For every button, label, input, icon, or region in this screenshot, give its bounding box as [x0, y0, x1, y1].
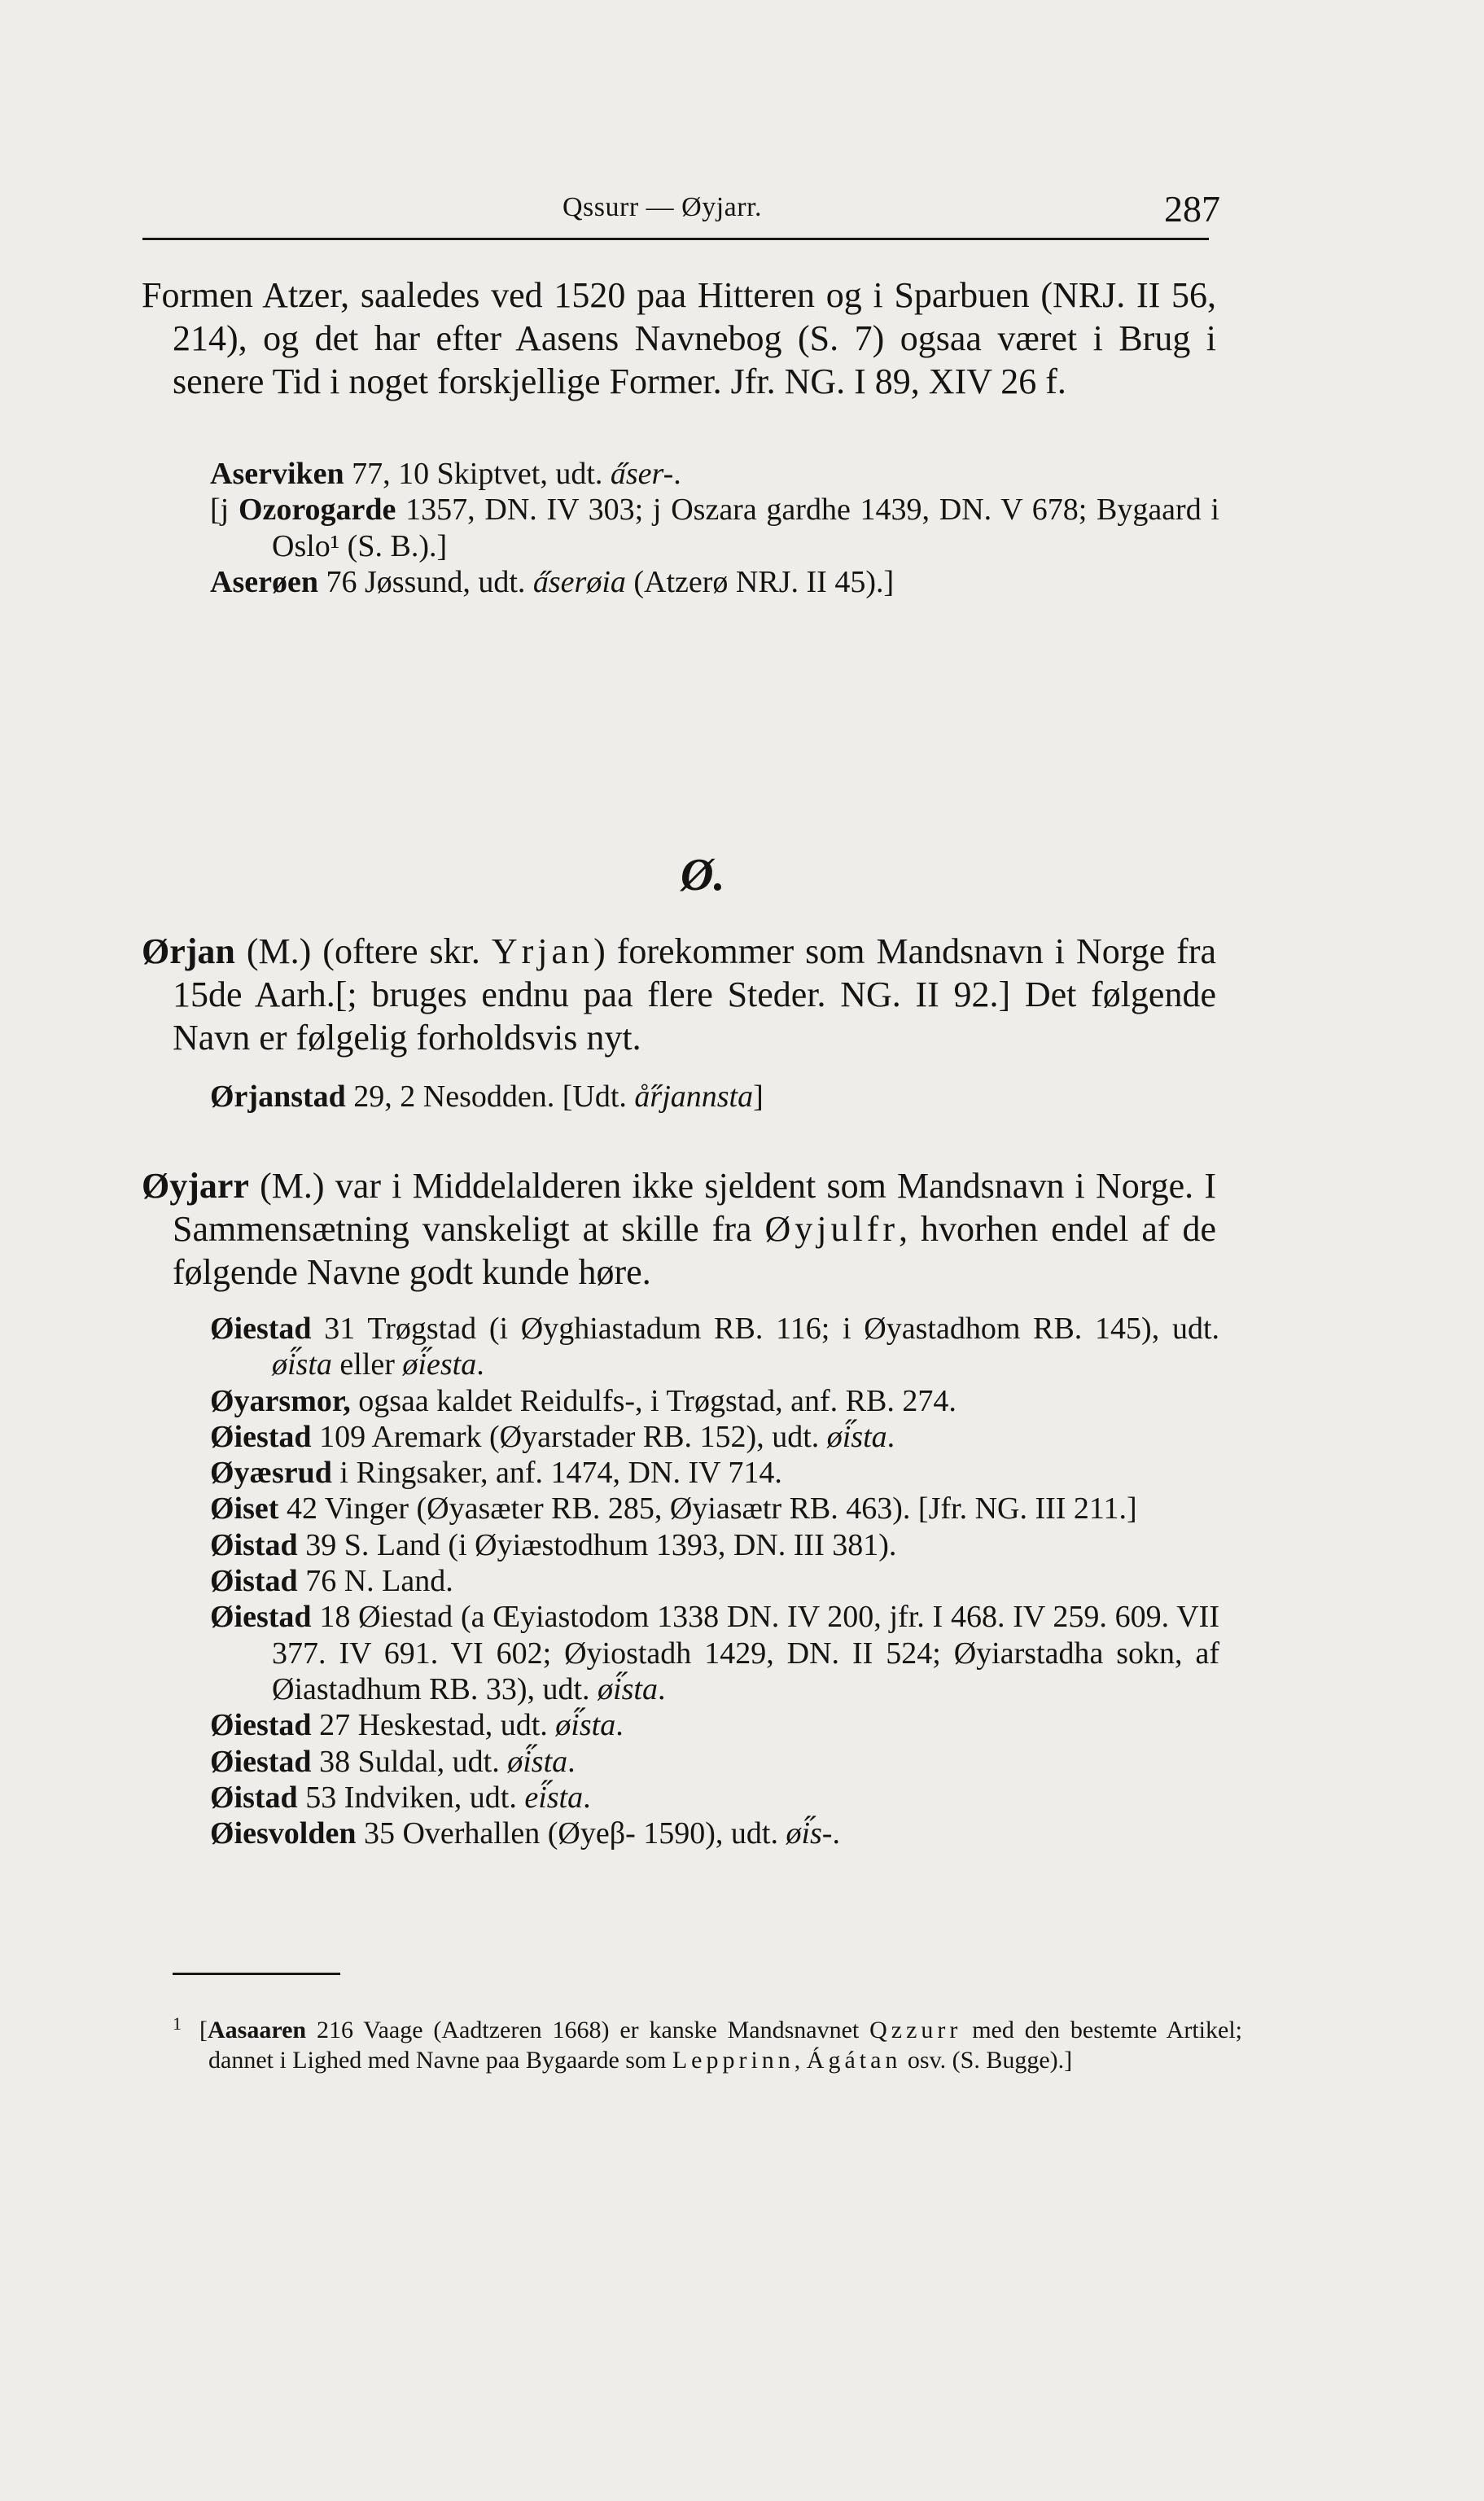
entry-oyarsmor [210, 1383, 1219, 1419]
entry-text: i Ringsaker, anf. 1474, DN. IV 714. [331, 1456, 782, 1491]
headword-orjan: Ørjan [142, 931, 235, 971]
entry-ozorogarde [210, 492, 1219, 564]
footnote [173, 2008, 1242, 2075]
headword: Øistad [210, 1780, 298, 1815]
entry-orjanstad [210, 1079, 1219, 1115]
headword: Ørjanstad [210, 1080, 346, 1114]
entry-tail: . [673, 457, 681, 491]
pronunciation-alt: øi̋esta [402, 1347, 477, 1382]
footnote-text-4: osv. (S. Bugge).] [901, 2047, 1073, 2074]
pronunciation: øi̋sta [826, 1419, 887, 1454]
footnote-rule [173, 1973, 340, 1975]
entry-tail: eller [331, 1347, 403, 1382]
headword: Øiestad [210, 1419, 312, 1454]
entry-text: 42 Vinger (Øyasæter RB. 285, Øyiasætr RB. 463). [Jfr. NG. III 211.] [278, 1491, 1137, 1526]
headword: Øyæsrud [210, 1456, 332, 1491]
running-head: Qssurr — Øyjarr. [563, 192, 763, 222]
headword: Øiestad [210, 1312, 312, 1346]
entry-oiset [210, 1491, 1219, 1526]
entry-oiesvolden [210, 1816, 1219, 1851]
entry-text: 76 N. Land. [297, 1564, 453, 1599]
entry-prefix: [j [210, 493, 239, 528]
entry-text: 77, 10 Skiptvet, udt. [344, 457, 611, 491]
headword: Øistad [210, 1527, 298, 1562]
section-heading: Ø. [681, 850, 725, 900]
headword: Aserøen [210, 564, 318, 599]
entry-text: 53 Indviken, udt. [297, 1780, 525, 1815]
oyjarr-text: (M.) var i Middelalderen ikke sjeldent som Mandsnavn i Norge. I Sammensætning vanskeligt at skille fra [173, 1166, 1216, 1249]
entry-text: 39 S. Land (i Øyiæstodhum 1393, DN. III 381). [297, 1527, 897, 1562]
pronunciation: øi̋sta [507, 1744, 568, 1779]
entry-oiestad-suldal [210, 1744, 1219, 1780]
intro-line-1: Formen Atzer, saaledes ved 1520 paa Hitteren og i Sparbuen [142, 275, 1030, 315]
footnote-spaced-2: Lepprinn [672, 2047, 795, 2074]
entry-oiestad-aremark [210, 1419, 1219, 1455]
entry-oiestad-trogstad [210, 1311, 1219, 1383]
pronunciation: ei̋sta [524, 1780, 584, 1815]
pronunciation: a̋ser- [610, 457, 674, 491]
footnote-text-3: , [794, 2047, 807, 2074]
footnote-text-2: med den bestemte Artikel; dannet i Lighed med Navne paa Bygaarde som [208, 2017, 1242, 2074]
headword: Øiset [210, 1491, 279, 1526]
entry-aserviken [210, 456, 1219, 492]
orjan-entries [210, 1079, 1219, 1115]
entry-tail: . [886, 1419, 895, 1454]
pronunciation: a̋serøia [532, 564, 626, 599]
entry-text: 29, 2 Nesodden. [Udt. [345, 1080, 635, 1114]
footnote-text: 216 Vaage (Aadtzeren 1668) er kanske Mandsnavnet [306, 2017, 870, 2043]
orjan-paragraph [142, 930, 1216, 1059]
entry-tail: . [567, 1744, 576, 1779]
a-entries [210, 456, 1219, 600]
oyjarr-paragraph [142, 1164, 1216, 1294]
entry-tail: . [832, 1816, 840, 1851]
pronunciation: å̋rjannsta [634, 1080, 754, 1114]
oyjarr-text-2: , hvorhen endel af de følgende Navne godt kunde høre. [173, 1209, 1216, 1292]
entry-oistad-s-land [210, 1527, 1219, 1563]
header-rule [142, 238, 1209, 240]
intro-line-3: ogsaa været i Brug i senere Tid i noget forskjellige Former. [173, 318, 1217, 401]
entry-tail: (Atzerø NRJ. II 45).] [625, 564, 895, 599]
orjan-text-2: ) forekommer som Mandsnavn i Norge fra 15de Aarh.[; bruges endnu paa flere Steder. NG. II 92.] Det følgende Navn er følgelig forholdsvis nyt. [173, 931, 1216, 1058]
entry-text: 31 Trøgstad (i Øyghiastadum RB. 116; i Øyastadhom RB. 145), udt. [311, 1312, 1219, 1346]
entry-text: 38 Suldal, udt. [311, 1744, 508, 1779]
entry-text: 18 Øiestad (a Œyiastodom 1338 DN. IV 200, jfr. I 468. IV 259. 609. VII 377. IV 691. VI 602; Øyiostadh 1429, DN. II 524; Øyiarstadha sokn, af Øiastadhum RB. 33), udt. [272, 1600, 1219, 1706]
entry-text: 1357, DN. IV 303; j Oszara gardhe 1439, DN. V 678; Bygaard i Oslo¹ (S. B.).] [272, 493, 1219, 563]
headword-oyjarr: Øyjarr [142, 1166, 249, 1206]
entry-oiestad-oiestad [210, 1599, 1219, 1707]
orjan-spaced: Yrjan [491, 931, 594, 971]
orjan-text: (M.) (oftere skr. [234, 931, 492, 971]
footnote-headword: Aasaaren [208, 2017, 307, 2043]
intro-line-2: (NRJ. II 56, 214), og det har efter Aasens Navnebog (S. 7) [173, 275, 1217, 358]
oyjarr-spaced: Øyjulfr [764, 1209, 899, 1249]
pronunciation: øi̋sta [555, 1708, 616, 1743]
entry-oiestad-heskestad [210, 1707, 1219, 1743]
entry-text: 35 Overhallen (Øyeβ- 1590), udt. [356, 1816, 786, 1851]
intro-paragraph [142, 274, 1217, 403]
page-number: 287 [1164, 188, 1220, 230]
headword: Øistad [210, 1564, 298, 1599]
entry-text: 76 Jøssund, udt. [317, 564, 533, 599]
entry-oistad-indviken [210, 1780, 1219, 1816]
entry-tail: ] [753, 1080, 764, 1114]
entry-text: 109 Aremark (Øyarstader RB. 152), udt. [311, 1419, 827, 1454]
entry-oyaesrud [210, 1455, 1219, 1491]
footnote-spaced-1: Qzzurr [869, 2017, 962, 2043]
footnote-spaced-3: Ágátan [806, 2047, 902, 2074]
pronunciation: øi̋sta [272, 1347, 332, 1382]
footnote-open: [ [199, 2017, 208, 2043]
headword: Aserviken [210, 457, 344, 491]
oy-entries [210, 1311, 1219, 1851]
entry-text: 27 Heskestad, udt. [311, 1708, 556, 1743]
entry-tail: . [615, 1708, 624, 1743]
entry-tail: . [657, 1671, 666, 1706]
headword: Øiestad [210, 1744, 312, 1779]
headword: Øiestad [210, 1600, 312, 1635]
entry-tail: . [583, 1780, 591, 1815]
entry-tail-2: . [476, 1347, 484, 1382]
pronunciation: øi̋s- [786, 1816, 833, 1851]
headword: Ozorogarde [238, 493, 396, 528]
entry-oistad-n-land [210, 1563, 1219, 1599]
headword: Øyarsmor, [210, 1383, 351, 1418]
headword: Øiestad [210, 1708, 312, 1743]
entry-text: ogsaa kaldet Reidulfs-, i Trøgstad, anf. RB. 274. [350, 1383, 957, 1418]
intro-line-4: Jfr. NG. I 89, XIV 26 f. [730, 361, 1066, 401]
headword: Øiesvolden [210, 1816, 357, 1851]
entry-aseroen [210, 564, 1219, 600]
pronunciation: øi̋sta [598, 1671, 658, 1706]
footnote-mark: 1 [173, 2013, 182, 2034]
